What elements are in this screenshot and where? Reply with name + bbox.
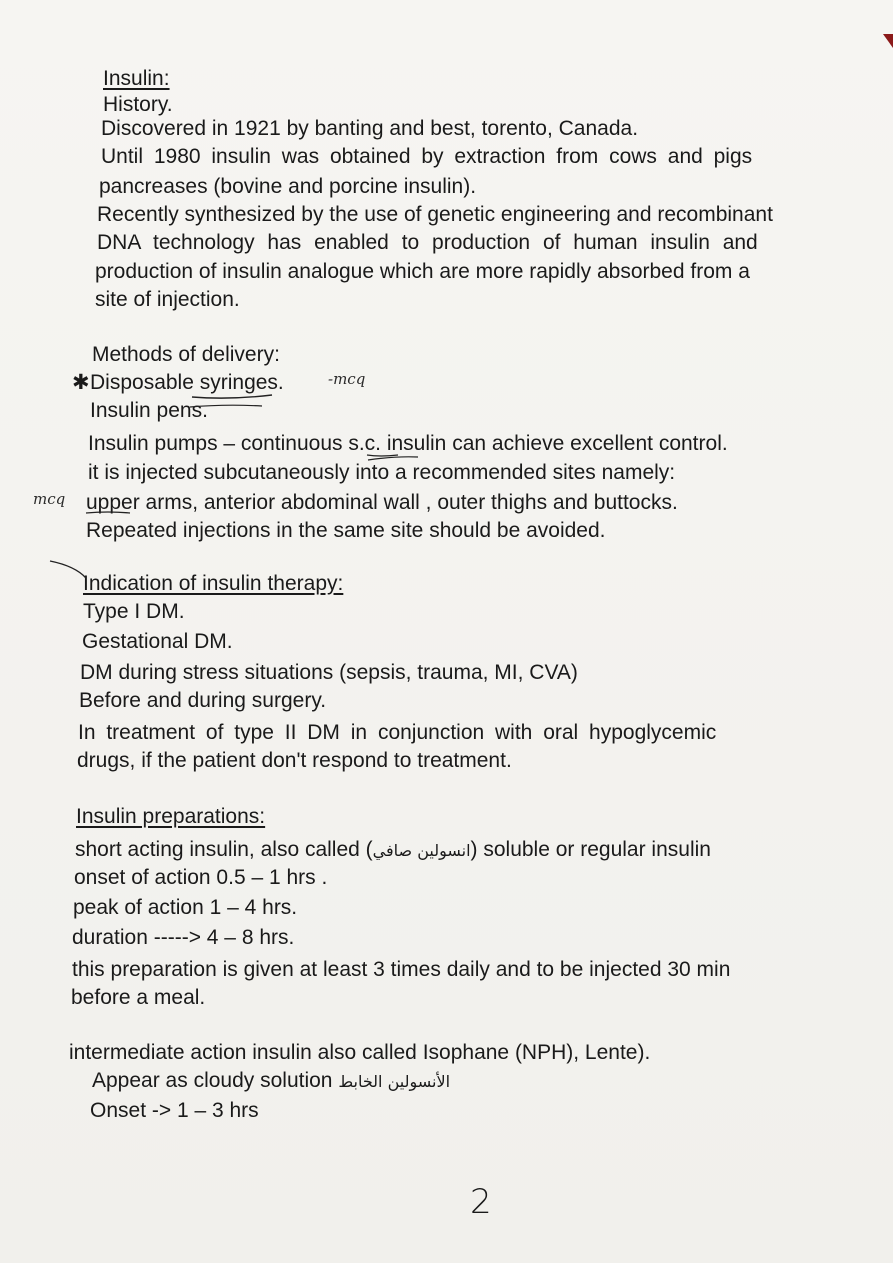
insulin-line-2: Until 1980 insulin was obtained by extraction from cows and pigs [101,145,753,168]
indication-hook [50,561,86,578]
short-acting-line [75,836,711,865]
delivery-item-1: Disposable syringes. [90,371,284,394]
delivery-item-6: Repeated injections in the same site should be avoided. [86,519,606,542]
delivery-item-3: Insulin pumps – continuous s.c. insulin can achieve excellent control. [88,432,728,455]
duration-line: duration -----> 4 – 8 hrs. [72,926,295,949]
appear-line [92,1067,450,1096]
onset2-line: Onset -> 1 – 3 hrs [90,1099,259,1122]
appear-arabic: الأنسولين الخابط [338,1072,451,1091]
indication-item-4: Before and during surgery. [79,689,327,712]
mcq-note-2: mcq [33,490,66,508]
indication-item-3: DM during stress situations (sepsis, trauma, MI, CVA) [80,661,578,684]
indication-item-6: drugs, if the patient don't respond to treatment. [77,749,512,772]
insulin-line-5: DNA technology has enabled to production of human insulin and [97,231,758,254]
onset-line: onset of action 0.5 – 1 hrs . [74,866,328,889]
star-mark: ✱ [72,371,90,394]
intermediate-line: intermediate action insulin also called Isophane (NPH), Lente). [69,1041,651,1064]
indication-item-2: Gestational DM. [82,630,233,653]
short-acting-pre: short acting insulin, also called ( [75,838,373,861]
mcq-note-1: -mcq [328,370,366,388]
appear-pre: Appear as cloudy solution [92,1069,339,1092]
delivery-item-5: upper arms, anterior abdominal wall , outer thighs and buttocks. [86,491,678,514]
corner-mark [883,34,893,48]
insulin-line-3: pancreases (bovine and porcine insulin). [99,175,477,198]
delivery-item-2: Insulin pens. [90,399,208,422]
page-number: 2 [470,1182,492,1222]
given-line-1: this preparation is given at least 3 times daily and to be injected 30 min [72,958,731,981]
insulin-line-4: Recently synthesized by the use of genetic engineering and recombinant [97,203,773,226]
delivery-item-4: it is injected subcutaneously into a recommended sites namely: [88,461,676,484]
history-label: History. [103,93,173,116]
delivery-heading: Methods of delivery: [92,343,280,366]
peak-line: peak of action 1 – 4 hrs. [73,896,298,919]
insulin-heading: Insulin: [103,67,170,90]
indication-heading: Indication of insulin therapy: [83,572,344,595]
insulin-line-6: production of insulin analogue which are more rapidly absorbed from a [95,260,750,283]
short-acting-arabic: انسولين صافي [372,841,471,860]
insulin-line-7: site of injection. [95,288,240,311]
insulin-line-1: Discovered in 1921 by banting and best, torento, Canada. [101,117,639,140]
given-line-2: before a meal. [71,986,206,1009]
indication-item-5: In treatment of type II DM in conjunction with oral hypoglycemic [78,721,717,744]
indication-item-1: Type I DM. [83,600,185,623]
short-acting-post: ) soluble or regular insulin [470,838,711,861]
preparations-heading: Insulin preparations: [76,805,266,828]
